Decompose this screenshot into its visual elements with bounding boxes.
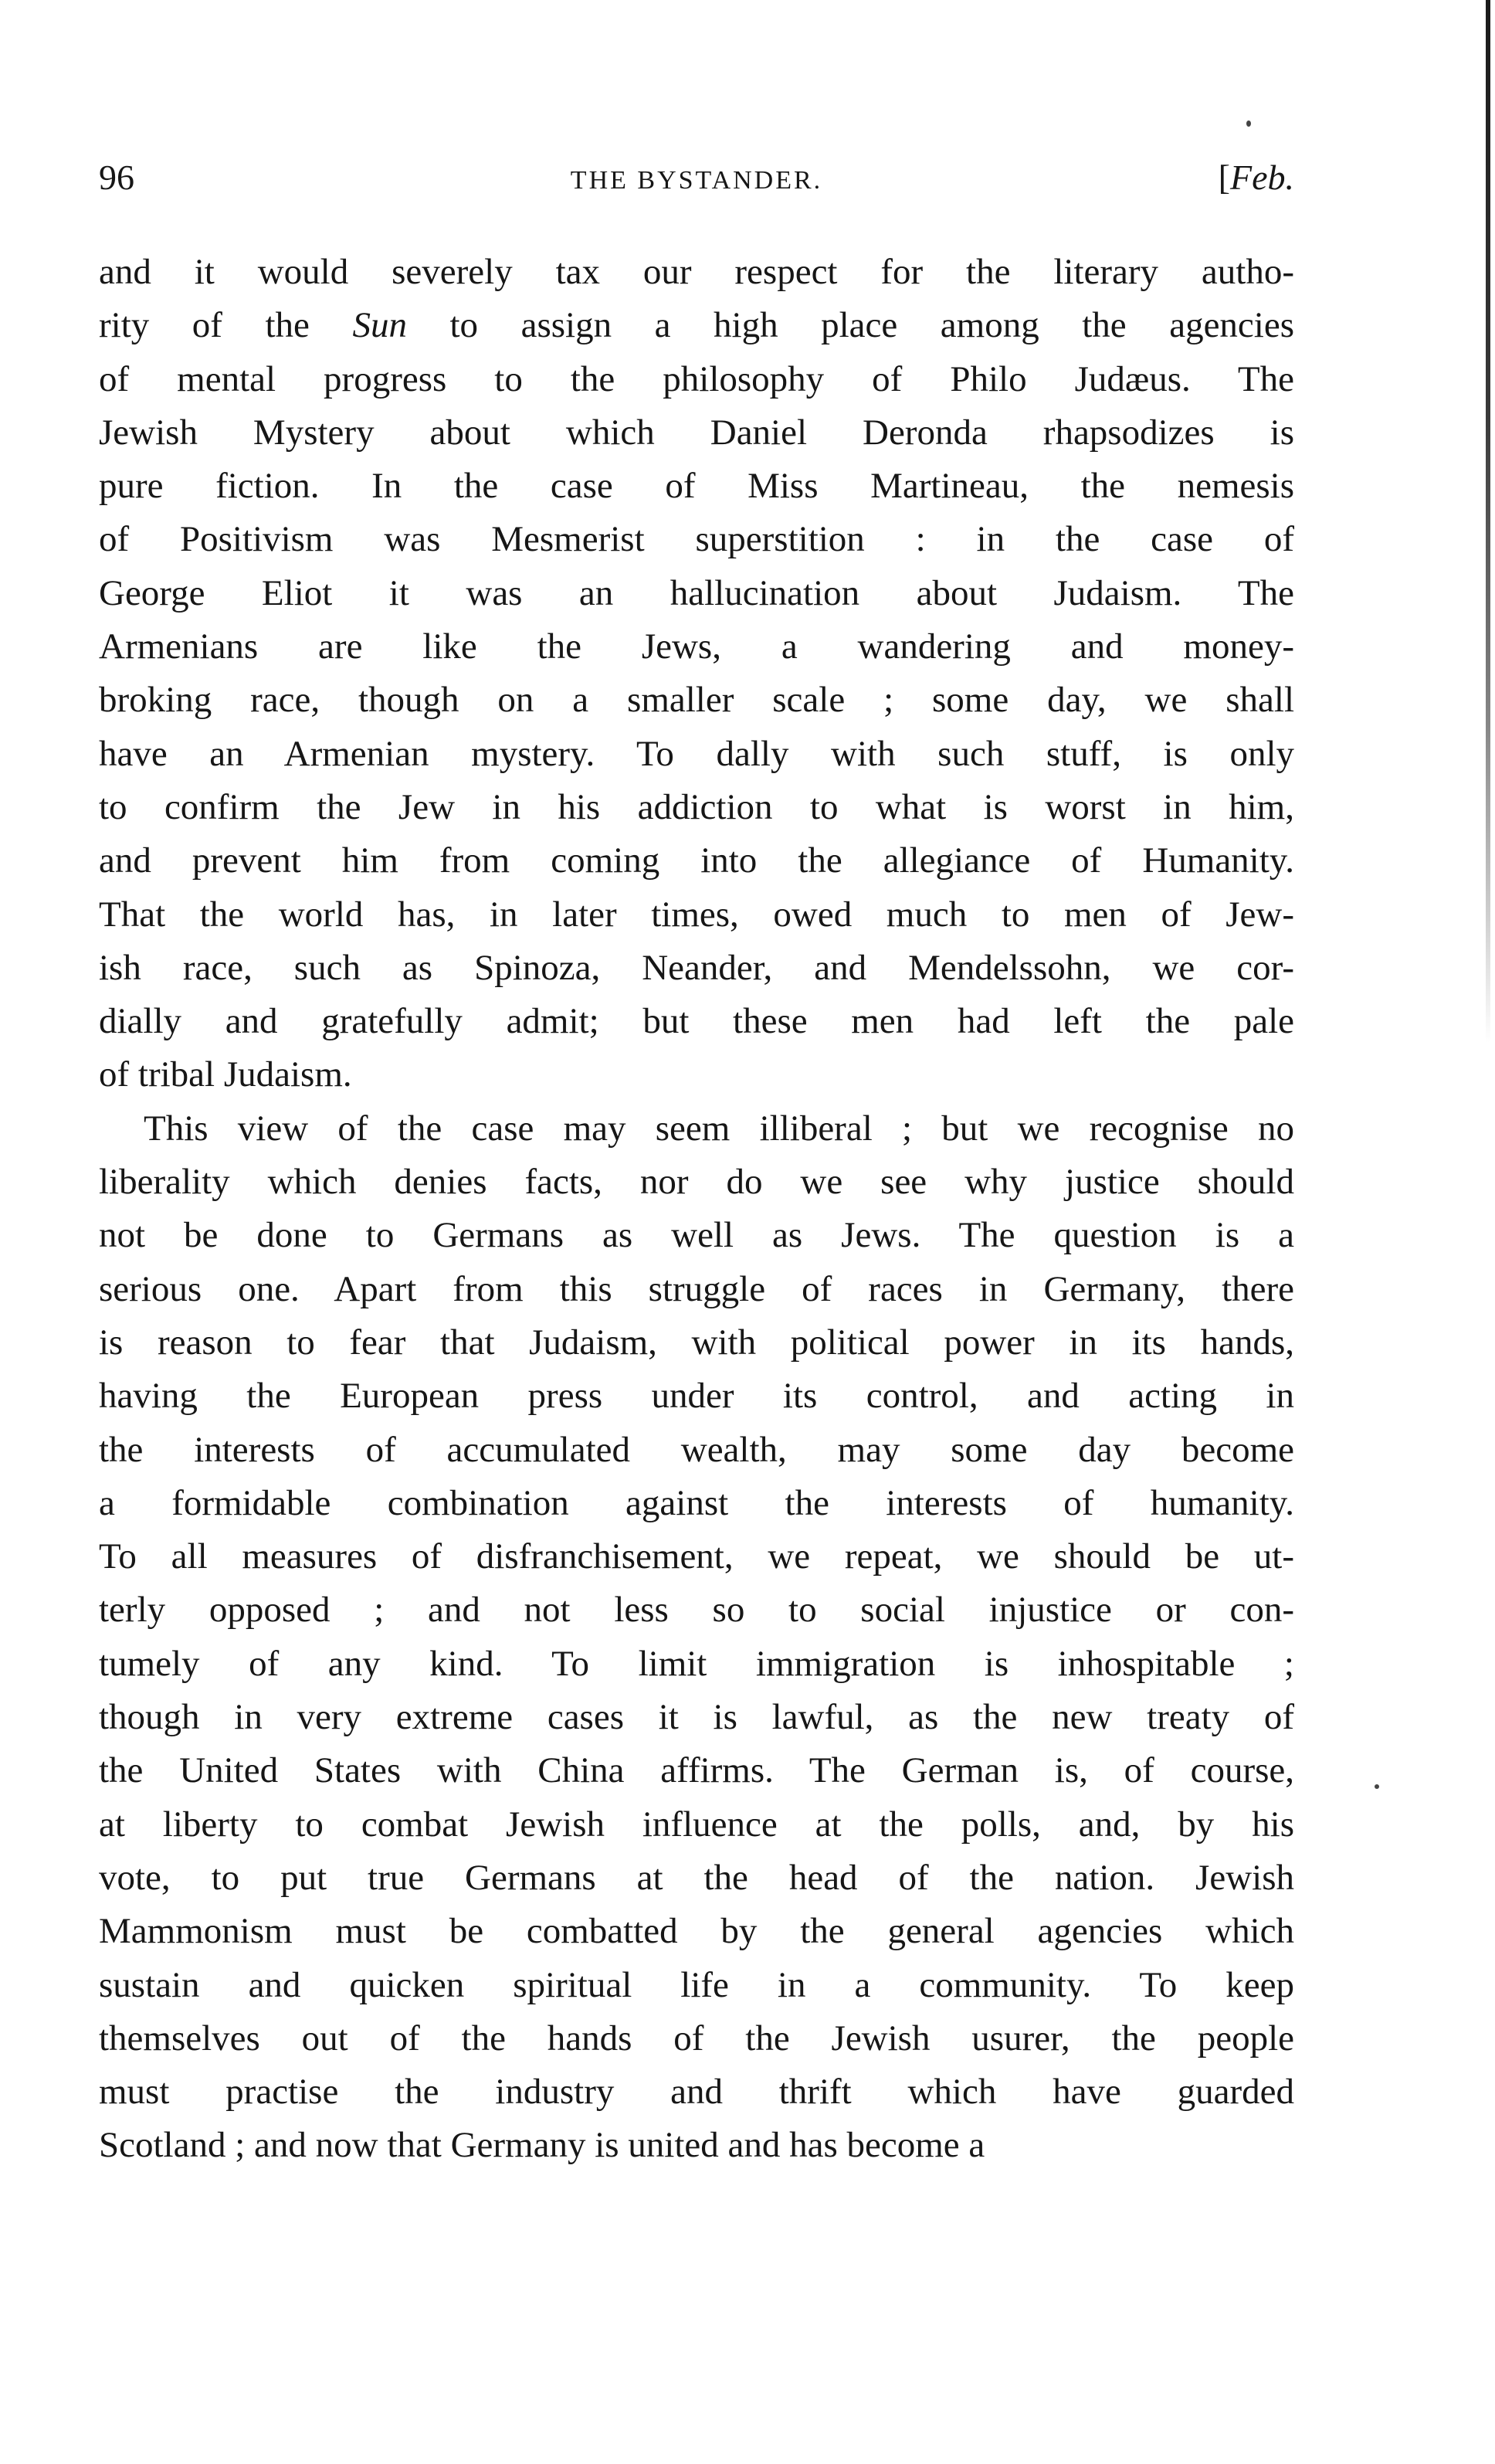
text-segment: must practise the industry and thrift which have guarded [99,2072,1294,2113]
ink-speck [1246,120,1251,127]
text-line [99,1048,1294,1101]
text-segment: the United States with China affirms. The German is, of course, [99,1750,1294,1791]
text-segment: This view of the case may seem illiberal ; but we recognise no [144,1108,1294,1149]
text-segment: Mammonism must be combatted by the general agencies which [99,1911,1294,1952]
text-line [99,2012,1294,2065]
text-segment: pure fiction. In the case of Miss Martineau, the nemesis [99,466,1294,507]
text-line [99,406,1294,460]
text-segment: and prevent him from coming into the allegiance of Humanity. [99,840,1294,881]
text-segment: themselves out of the hands of the Jewish usurer, the people [99,2018,1294,2058]
text-line [99,1744,1294,1797]
text-line [99,995,1294,1048]
text-line [99,1851,1294,1905]
text-line [99,728,1294,781]
header-date [1219,154,1294,201]
running-head: THE BYSTANDER. [570,166,823,195]
text-line [99,299,1294,352]
text-line [99,513,1294,566]
text-line [99,942,1294,995]
page-header [99,154,1294,201]
text-line [99,353,1294,406]
text-segment: George Eliot it was an hallucination about Judaism. The [99,572,1294,613]
text-segment: to assign a high place among the agencies [406,305,1294,346]
header-bracket: [ [1218,158,1230,197]
text-line [99,1691,1294,1744]
text-segment: dially and gratefully admit; but these men had left the pale [99,1001,1294,1042]
text-line [99,781,1294,834]
text-line [99,2119,1294,2172]
text-line [99,1583,1294,1637]
text-segment: have an Armenian mystery. To dally with such stuff, is only [99,733,1294,774]
text-line [99,1102,1294,1156]
text-line [99,1369,1294,1423]
text-line [99,888,1294,942]
text-segment: liberality which denies facts, nor do we see why justice should [99,1162,1294,1203]
text-segment: terly opposed ; and not less so to social injustice or con- [99,1590,1294,1631]
text-line [99,1798,1294,1851]
text-segment: a formidable combination against the interests of humanity. [99,1482,1294,1523]
paragraph [99,1102,1294,2173]
text-line [99,1638,1294,1691]
text-segment: rity of the [99,305,353,346]
text-segment: vote, to put true Germans at the head of the nation. Jewish [99,1857,1294,1898]
text-line [99,1316,1294,1369]
text-segment: That the world has, in later times, owed much to men of Jew- [99,894,1294,935]
text-segment: ish race, such as Spinoza, Neander, and Mendelssohn, we cor- [99,947,1294,988]
text-line [99,246,1294,299]
text-line [99,1959,1294,2012]
text-segment: not be done to Germans as well as Jews. The question is a [99,1215,1294,1256]
text-line [99,1263,1294,1316]
text-line [99,567,1294,620]
text-segment: Armenians are like the Jews, a wandering and money- [99,626,1294,667]
text-line [99,674,1294,727]
text-segment: To all measures of disfranchisement, we repeat, we should be ut- [99,1536,1294,1577]
text-segment: Jewish Mystery about which Daniel Deronda rhapsodizes is [99,412,1294,453]
text-segment: to confirm the Jew in his addiction to what is worst in him, [99,786,1294,827]
text-segment: of mental progress to the philosophy of Philo Judæus. The [99,358,1294,399]
italic-title: Sun [352,305,407,346]
text-segment: of Positivism was Mesmerist superstition : in the case of [99,519,1294,560]
text-segment: at liberty to combat Jewish influence at the polls, and, by his [99,1804,1294,1845]
text-line [99,834,1294,888]
text-line [99,1424,1294,1477]
text-line [99,1209,1294,1262]
text-segment: broking race, though on a smaller scale ; some day, we shall [99,680,1294,721]
text-line [99,460,1294,513]
header-month: Feb. [1229,158,1294,197]
text-line [99,1477,1294,1530]
text-segment: and it would severely tax our respect for the literary autho- [99,252,1294,292]
text-line [99,1156,1294,1209]
text-segment: sustain and quicken spiritual life in a community. To keep [99,1964,1294,2005]
text-line [99,620,1294,674]
page-number: 96 [99,158,134,197]
text-segment: having the European press under its control, and acting in [99,1376,1294,1417]
text-line [99,1530,1294,1583]
text-line [99,1905,1294,1958]
text-segment: serious one. Apart from this struggle of races in Germany, there [99,1268,1294,1309]
text-segment: is reason to fear that Judaism, with political power in its hands, [99,1322,1294,1363]
text-segment: the interests of accumulated wealth, may some day become [99,1429,1294,1470]
body-text [99,246,1294,2173]
text-segment: of tribal Judaism. [99,1054,352,1095]
paragraph [99,246,1294,1102]
text-segment: Scotland ; and now that Germany is united and has become a [99,2125,985,2166]
text-line [99,2065,1294,2119]
page-binding-edge [1486,0,1490,1043]
ink-speck [1375,1784,1379,1789]
text-segment: tumely of any kind. To limit immigration is inhospitable ; [99,1643,1294,1684]
text-segment: though in very extreme cases it is lawful, as the new treaty of [99,1697,1294,1738]
